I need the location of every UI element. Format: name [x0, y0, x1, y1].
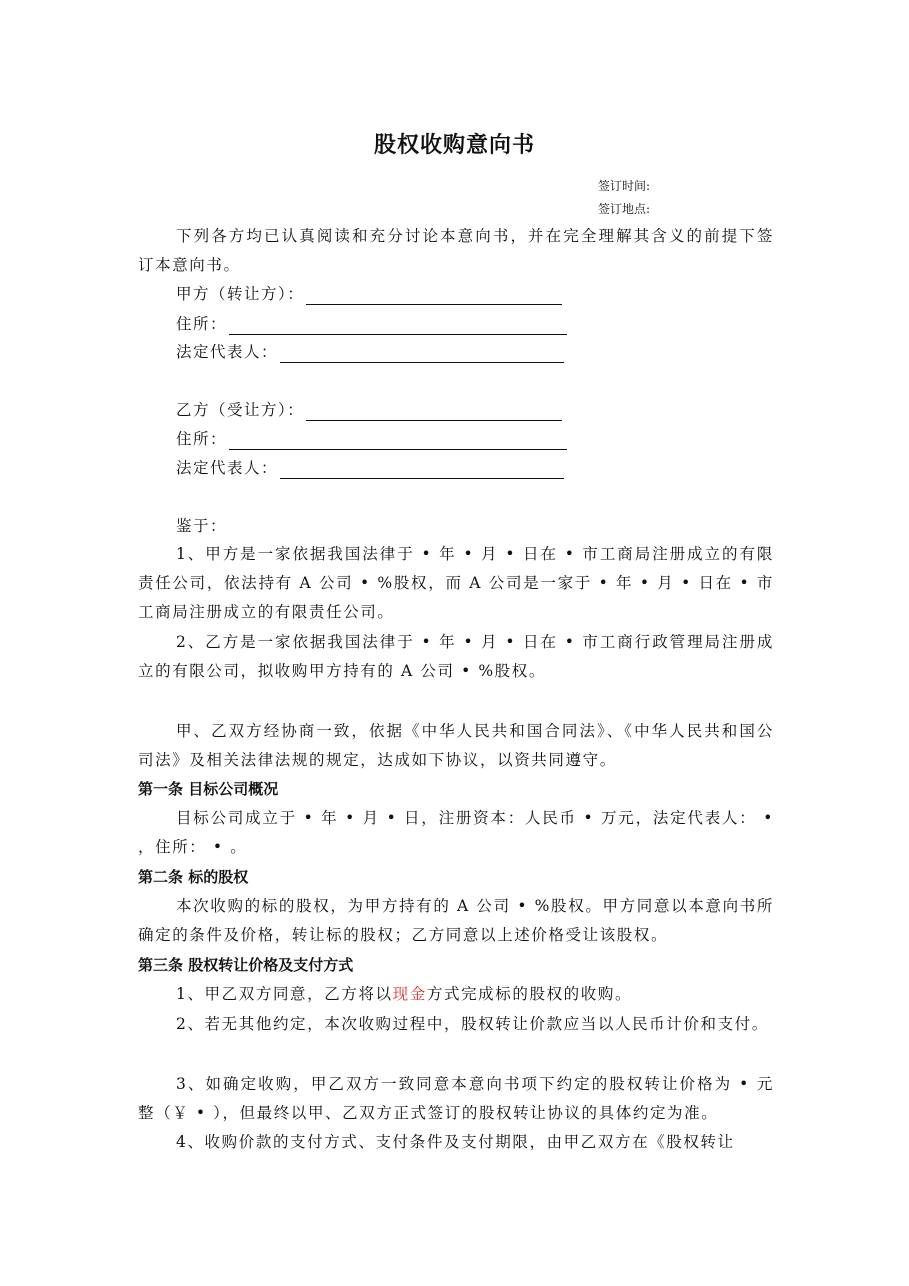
- party-a-rep-line: [176, 341, 564, 363]
- party-a-address-line: [176, 313, 567, 335]
- party-a-address-blank: [229, 319, 567, 335]
- article-3-item-2: 2、若无其他约定，本次收购过程中，股权转让价款应当以人民币计价和支付。: [176, 1015, 769, 1033]
- article-3-item-1-before: 1、甲乙双方同意，乙方将以: [176, 985, 393, 1003]
- party-b-blank: [306, 405, 562, 421]
- party-a-address-label: 住所：: [176, 315, 228, 333]
- article-3-item-3: 3、如确定收购，甲乙双方一致同意本意向书项下约定的股权转让价格为 • 元整（￥ • ），但最终以甲、乙双方正式签订的股权转让协议的具体约定为准。: [138, 1075, 774, 1122]
- article-2-heading: 第二条 标的股权: [138, 868, 249, 886]
- party-b-line: [176, 399, 562, 421]
- party-b-rep-blank: [280, 463, 564, 479]
- article-3-item-1-after: 方式完成标的股权的收购。: [426, 985, 633, 1003]
- party-a-line: [176, 283, 562, 305]
- whereas-item-2: 2、乙方是一家依据我国法律于 • 年 • 月 • 日在 • 市工商行政管理局注册成立的有限公司，拟收购甲方持有的 A 公司 • %股权。: [138, 633, 774, 680]
- party-b-address-label: 住所：: [176, 430, 228, 448]
- party-b-label: 乙方（受让方）：: [176, 401, 305, 419]
- article-3-item-4: 4、收购价款的支付方式、支付条件及支付期限，由甲乙双方在《股权转让: [176, 1133, 735, 1151]
- party-a-rep-label: 法定代表人：: [176, 343, 279, 361]
- cash-highlight: 现金: [392, 985, 427, 1003]
- article-3-item-1: [138, 980, 774, 1009]
- sign-time-label: 签订时间:: [598, 179, 651, 193]
- party-a-rep-blank: [280, 347, 564, 363]
- sign-place-label: 签订地点:: [598, 202, 651, 216]
- article-1-heading: 第一条 目标公司概况: [138, 780, 279, 798]
- party-a-blank: [306, 289, 562, 305]
- article-1-text: 目标公司成立于 • 年 • 月 • 日，注册资本：人民币 • 万元，法定代表人： • ，住所： • 。: [138, 809, 774, 856]
- document-title: 股权收购意向书: [373, 133, 535, 158]
- agreement-intro: 甲、乙双方经协商一致，依据《中华人民共和国合同法》、《中华人民共和国公司法》及相关法律法规的规定，达成如下协议，以资共同遵守。: [138, 722, 774, 769]
- party-b-address-blank: [229, 434, 567, 450]
- party-b-rep-label: 法定代表人：: [176, 459, 279, 477]
- whereas-label: 鉴于：: [176, 517, 228, 535]
- party-b-address-line: [176, 428, 567, 450]
- article-3-heading: 第三条 股权转让价格及支付方式: [138, 956, 354, 974]
- whereas-item-1: 1、甲方是一家依据我国法律于 • 年 • 月 • 日在 • 市工商局注册成立的有限责任公司，依法持有 A 公司 • %股权，而 A 公司是一家于 • 年 • 月 • 日在 • 市工商局注册成立的有限责任公司。: [138, 545, 774, 621]
- party-a-label: 甲方（转让方）：: [176, 285, 305, 303]
- article-2-text: 本次收购的标的股权，为甲方持有的 A 公司 • %股权。甲方同意以本意向书所确定的条件及价格，转让标的股权；乙方同意以上述价格受让该股权。: [138, 897, 774, 944]
- intro-paragraph: 下列各方均已认真阅读和充分讨论本意向书，并在完全理解其含义的前提下签订本意向书。: [138, 227, 774, 274]
- party-b-rep-line: [176, 457, 564, 479]
